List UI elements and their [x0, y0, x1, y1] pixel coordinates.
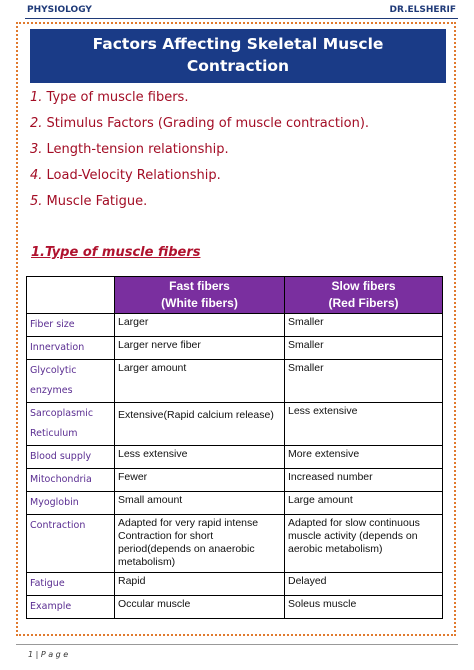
page-number: 1 | P a g e	[28, 650, 69, 659]
table-corner-cell	[27, 277, 115, 314]
footer-divider	[16, 644, 458, 645]
factor-number: 1.	[30, 90, 43, 105]
row-label: Fatigue	[27, 573, 115, 596]
fast-value: Less extensive	[115, 446, 285, 469]
row-label: Example	[27, 596, 115, 619]
fast-value: Small amount	[115, 492, 285, 515]
table-row	[27, 337, 443, 360]
factor-item	[30, 167, 369, 193]
title-line-2: Contraction	[186, 57, 290, 75]
table-row	[27, 360, 443, 403]
slow-value: Soleus muscle	[285, 596, 443, 619]
fiber-comparison-table	[26, 276, 443, 619]
factor-number: 5.	[30, 194, 43, 209]
row-label: Innervation	[27, 337, 115, 360]
table-row	[27, 469, 443, 492]
row-label: Contraction	[27, 515, 115, 573]
slow-value: Smaller	[285, 314, 443, 337]
factor-item	[30, 193, 369, 219]
slow-header-line-1: Slow fibers	[331, 279, 396, 293]
fast-header-line-1: Fast fibers	[169, 279, 230, 293]
slow-value: Smaller	[285, 360, 443, 403]
slow-value: Smaller	[285, 337, 443, 360]
slow-value: More extensive	[285, 446, 443, 469]
factor-number: 3.	[30, 142, 43, 157]
page-title	[30, 29, 446, 83]
factor-text: Load-Velocity Relationship.	[42, 168, 221, 183]
factor-text: Length-tension relationship.	[42, 142, 229, 157]
factor-item	[30, 115, 369, 141]
fast-value: Larger	[115, 314, 285, 337]
row-label: Mitochondria	[27, 469, 115, 492]
row-label: Glycolytic enzymes	[27, 360, 115, 403]
factor-number: 2.	[30, 116, 43, 131]
table-header-row	[27, 277, 443, 314]
factor-text: Muscle Fatigue.	[42, 194, 148, 209]
slow-fibers-header	[285, 277, 443, 314]
header-divider	[25, 18, 458, 19]
slow-header-line-2: (Red Fibers)	[328, 296, 399, 310]
row-label: Fiber size	[27, 314, 115, 337]
fast-value: Larger nerve fiber	[115, 337, 285, 360]
fast-value: Rapid	[115, 573, 285, 596]
factor-number: 4.	[30, 168, 43, 183]
header-subject: PHYSIOLOGY	[27, 5, 92, 15]
fast-value: Adapted for very rapid intense Contraction for short period(depends on anaerobic metabolism)	[115, 515, 285, 573]
row-label: Myoglobin	[27, 492, 115, 515]
fast-value: Occular muscle	[115, 596, 285, 619]
factor-text: Stimulus Factors (Grading of muscle contraction).	[42, 116, 370, 131]
header-author: DR.ELSHERIF	[389, 5, 456, 15]
table-row	[27, 596, 443, 619]
fast-header-line-2: (White fibers)	[161, 296, 238, 310]
factors-list	[30, 89, 369, 219]
fast-value: Larger amount	[115, 360, 285, 403]
table-row	[27, 314, 443, 337]
fast-value: Fewer	[115, 469, 285, 492]
slow-value: Adapted for slow continuous muscle activity (depends on aerobic metabolism)	[285, 515, 443, 573]
fast-value: Extensive(Rapid calcium release)	[115, 403, 285, 446]
row-label: Blood supply	[27, 446, 115, 469]
slow-value: Less extensive	[285, 403, 443, 446]
factor-text: Type of muscle fibers.	[42, 90, 189, 105]
table-row	[27, 403, 443, 446]
table-row	[27, 515, 443, 573]
factor-item	[30, 141, 369, 167]
row-label: Sarcoplasmic Reticulum	[27, 403, 115, 446]
fast-fibers-header	[115, 277, 285, 314]
table-row	[27, 492, 443, 515]
title-line-1: Factors Affecting Skeletal Muscle	[92, 35, 384, 53]
slow-value: Increased number	[285, 469, 443, 492]
section-heading: 1.Type of muscle fibers	[31, 245, 201, 260]
factor-item	[30, 89, 369, 115]
table-row	[27, 573, 443, 596]
slow-value: Large amount	[285, 492, 443, 515]
table-row	[27, 446, 443, 469]
slow-value: Delayed	[285, 573, 443, 596]
